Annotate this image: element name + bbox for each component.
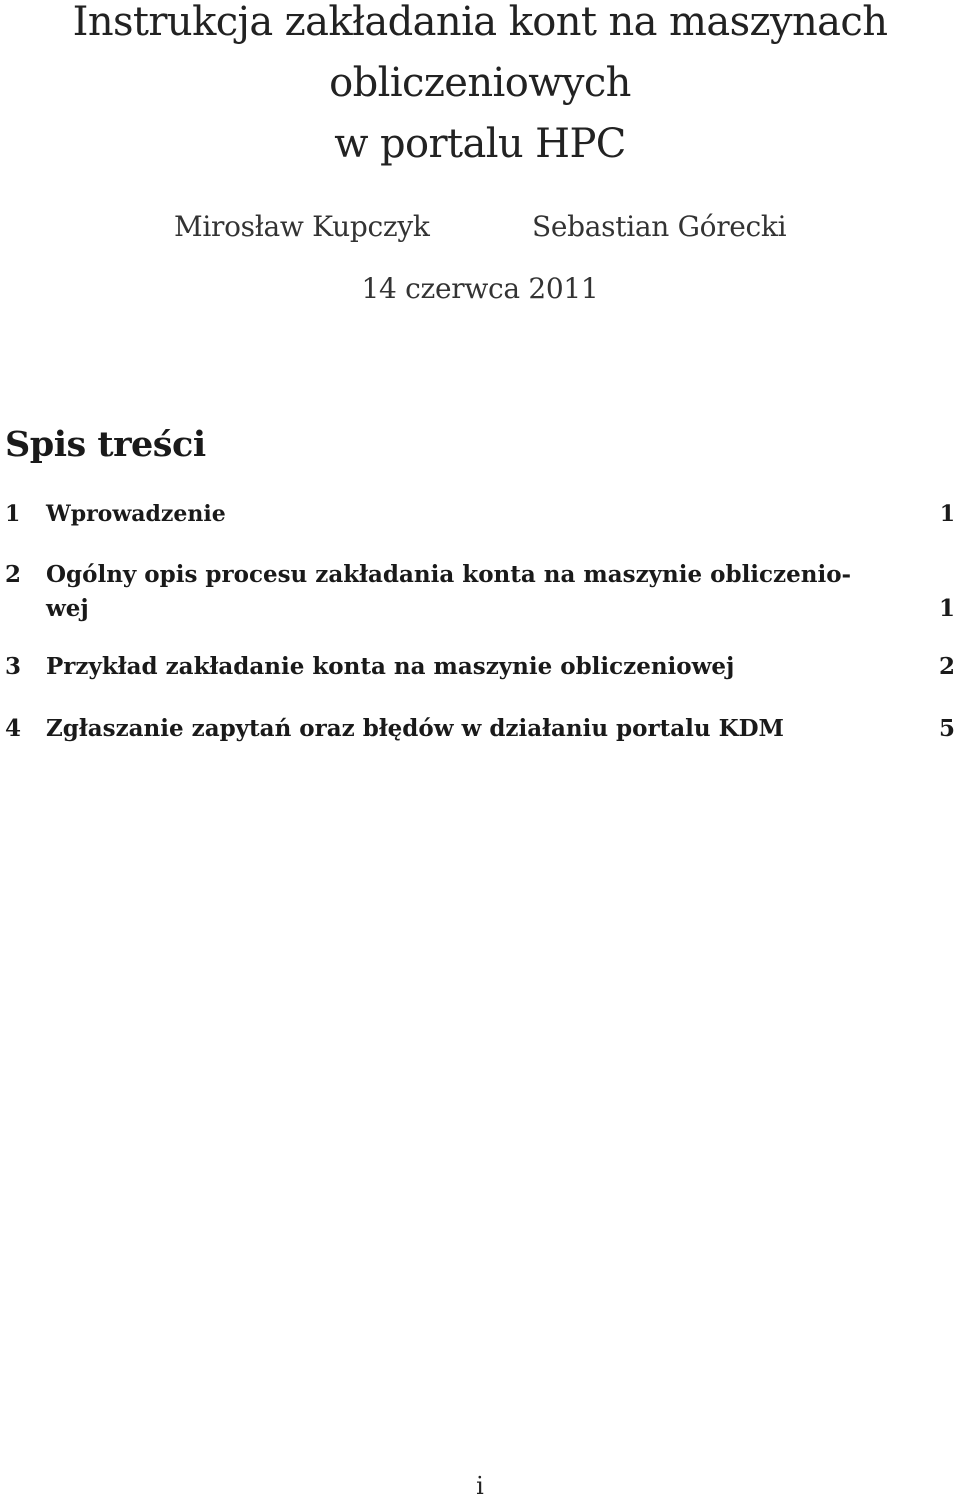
toc-entry-page: 5: [938, 715, 955, 742]
toc-entry-number: 4: [5, 715, 22, 742]
toc-entry-number: 1: [5, 501, 21, 527]
toc-entry-title: Wprowadzenie: [46, 501, 226, 527]
author-name: Sebastian Górecki: [532, 210, 787, 243]
toc-entry-title: [46, 558, 851, 626]
document-date: 14 czerwca 2011: [361, 272, 599, 305]
toc-heading: Spis treści: [5, 424, 206, 465]
page-number: i: [476, 1472, 484, 1500]
toc-entry-number: 2: [5, 561, 22, 588]
title-line-1: Instrukcja zakładania kont na maszynach: [72, 0, 888, 45]
toc-entry-page: 1: [938, 595, 955, 622]
title-line-3: w portalu HPC: [334, 121, 626, 167]
toc-entry-page: 1: [939, 501, 955, 527]
document-title: [0, 0, 960, 175]
toc-entry-title: Przykład zakładanie konta na maszynie obliczeniowej: [46, 653, 735, 680]
author-name: Mirosław Kupczyk: [174, 210, 430, 243]
title-line-2: obliczeniowych: [329, 60, 631, 106]
toc-entry[interactable]: [0, 558, 960, 628]
toc-entry-number: 3: [5, 653, 22, 680]
toc-entry-title: Zgłaszanie zapytań oraz błędów w działaniu portalu KDM: [46, 715, 784, 742]
toc-entry-page: 2: [938, 653, 955, 680]
toc-entry-title-line-2: wej: [46, 595, 89, 622]
toc-entry-title-line-1: Ogólny opis procesu zakładania konta na maszynie obliczenio-: [46, 561, 852, 588]
